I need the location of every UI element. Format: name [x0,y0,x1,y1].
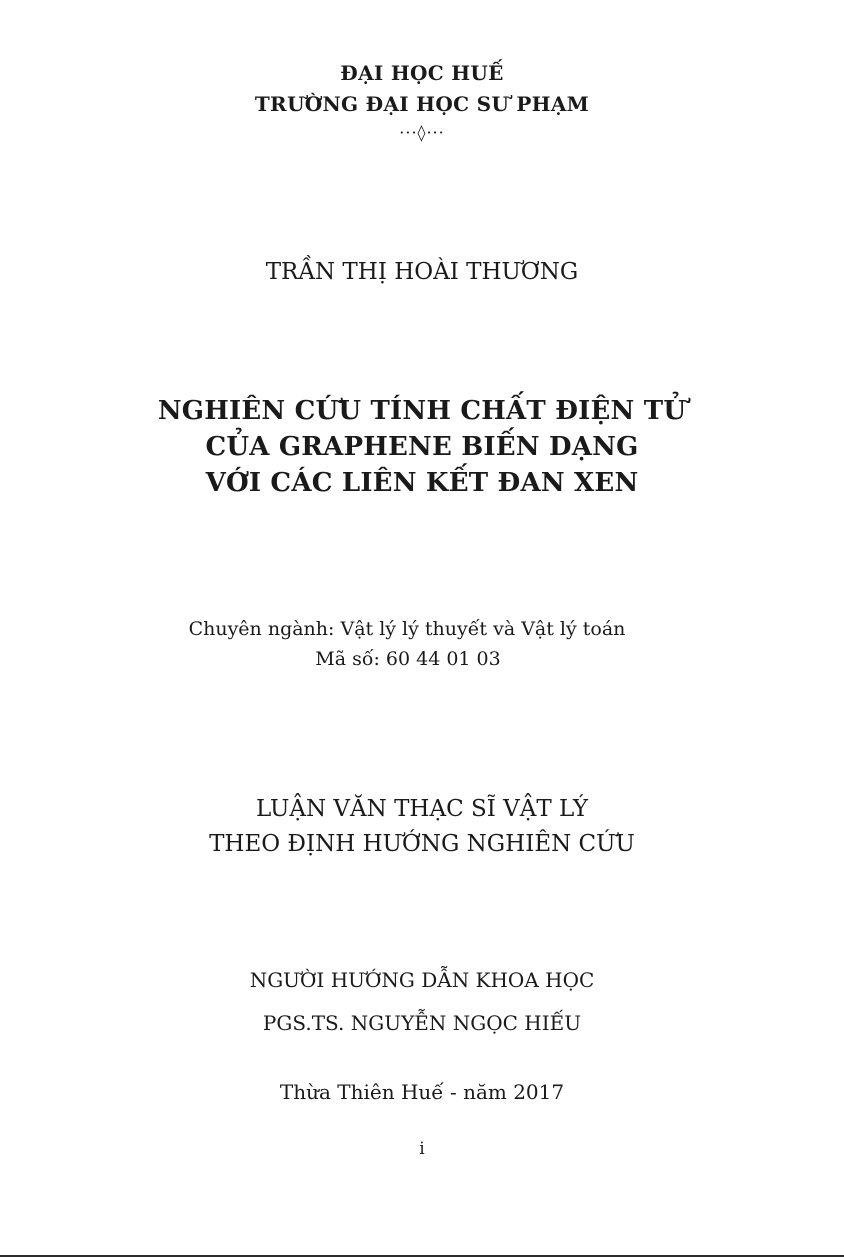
thesis-title-line-3: VỚI CÁC LIÊN KẾT ĐAN XEN [205,468,639,498]
header-ornament: ···◊··· [399,123,445,142]
place-and-year: Thừa Thiên Huế - năm 2017 [279,1080,565,1104]
specialization-major: Chuyên ngành: Vật lý lý thuyết và Vật lý toán [188,618,626,640]
thesis-type-line-2: THEO ĐỊNH HƯỚNG NGHIÊN CỨU [209,831,635,857]
author-name: TRẦN THỊ HOÀI THƯƠNG [265,259,579,285]
advisor-label: NGƯỜI HƯỚNG DẪN KHOA HỌC [249,968,595,992]
advisor-name: PGS.TS. NGUYỄN NGỌC HIẾU [262,1011,582,1035]
specialization-code: Mã số: 60 44 01 03 [315,648,501,670]
thesis-type-line-1: LUẬN VĂN THẠC SĨ VẬT LÝ [255,796,589,822]
college-name: TRƯỜNG ĐẠI HỌC SƯ PHẠM [254,92,590,116]
university-name: ĐẠI HỌC HUẾ [340,61,504,85]
thesis-title-line-1: NGHIÊN CỨU TÍNH CHẤT ĐIỆN TỬ [157,396,687,426]
thesis-title-line-2: CỦA GRAPHENE BIẾN DẠNG [205,432,639,462]
page-number: i [419,1139,425,1159]
